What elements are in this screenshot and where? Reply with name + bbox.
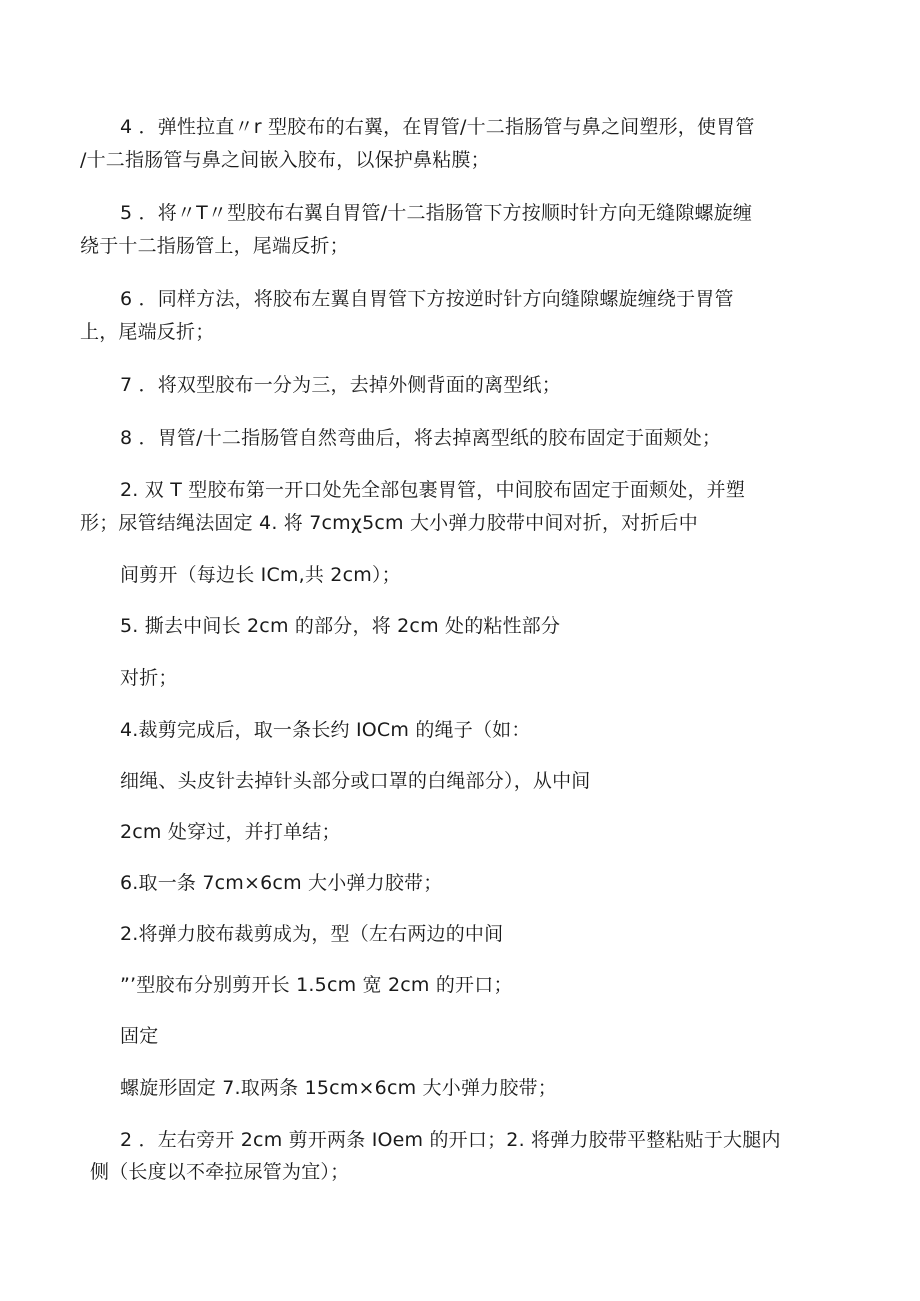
paragraph-rope-detail: 细绳、头皮针去掉针头部分或口罩的白绳部分），从中间 [120, 770, 591, 792]
paragraph-4-line-1: 4 ．弹性拉直〃r 型胶布的右翼，在胃管/十二指肠管与鼻之间塑形，使胃管 [120, 116, 755, 138]
paragraph-2-cut: 2.将弹力胶布裁剪成为，型（左右两边的中间 [120, 923, 504, 945]
paragraph-6-line-2: 上，尾端反折； [80, 321, 215, 343]
paragraph-4-line-2: /十二指肠管与鼻之间嵌入胶布，以保护鼻粘膜； [80, 149, 490, 171]
paragraph-6-tape: 6.取一条 7cm×6cm 大小弹力胶带； [120, 872, 443, 894]
paragraph-6-line-1: 6 ．同样方法，将胶布左翼自胃管下方按逆时针方向缝隙螺旋缠绕于胃管 [120, 288, 734, 310]
paragraph-4-rope: 4.裁剪完成后，取一条长约 IOCm 的绳子（如： [120, 719, 531, 741]
paragraph-fix: 固定 [120, 1025, 159, 1047]
paragraph-opening: ”’型胶布分别剪开长 1.5cm 宽 2cm 的开口； [120, 974, 513, 996]
paragraph-5-line-2: 绕于十二指肠管上，尾端反折； [80, 235, 349, 257]
paragraph-5-tear: 5. 撕去中间长 2cm 的部分，将 2cm 处的粘性部分 [120, 615, 561, 637]
paragraph-2-sides-line-2: 侧（长度以不牵拉尿管为宜）； [90, 1161, 350, 1183]
paragraph-7: 7 ．将双型胶布一分为三，去掉外侧背面的离型纸； [120, 374, 561, 396]
paragraph-2-double-t-line-1: 2. 双 T 型胶布第一开口处先全部包裹胃管，中间胶布固定于面颊处，并塑 [120, 479, 746, 501]
paragraph-5-line-1: 5 ．将〃T〃型胶布右翼自胃管/十二指肠管下方按顺时针方向无缝隙螺旋缠 [120, 202, 753, 224]
paragraph-cut-middle: 间剪开（每边长 ICm,共 2cm）； [120, 564, 401, 586]
paragraph-spiral: 螺旋形固定 7.取两条 15cm×6cm 大小弹力胶带； [120, 1077, 557, 1099]
paragraph-8: 8 ．胃管/十二指肠管自然弯曲后，将去掉离型纸的胶布固定于面颊处； [120, 427, 722, 449]
paragraph-knot: 2cm 处穿过，并打单结； [120, 821, 341, 843]
paragraph-2-sides-line-1: 2 ．左右旁开 2cm 剪开两条 IOem 的开口；2. 将弹力胶带平整粘贴于大腿内 [120, 1129, 781, 1151]
paragraph-fold: 对折； [120, 667, 178, 689]
paragraph-2-double-t-line-2: 形；尿管结绳法固定 4. 将 7cmχ5cm 大小弹力胶带中间对折，对折后中 [80, 512, 698, 534]
